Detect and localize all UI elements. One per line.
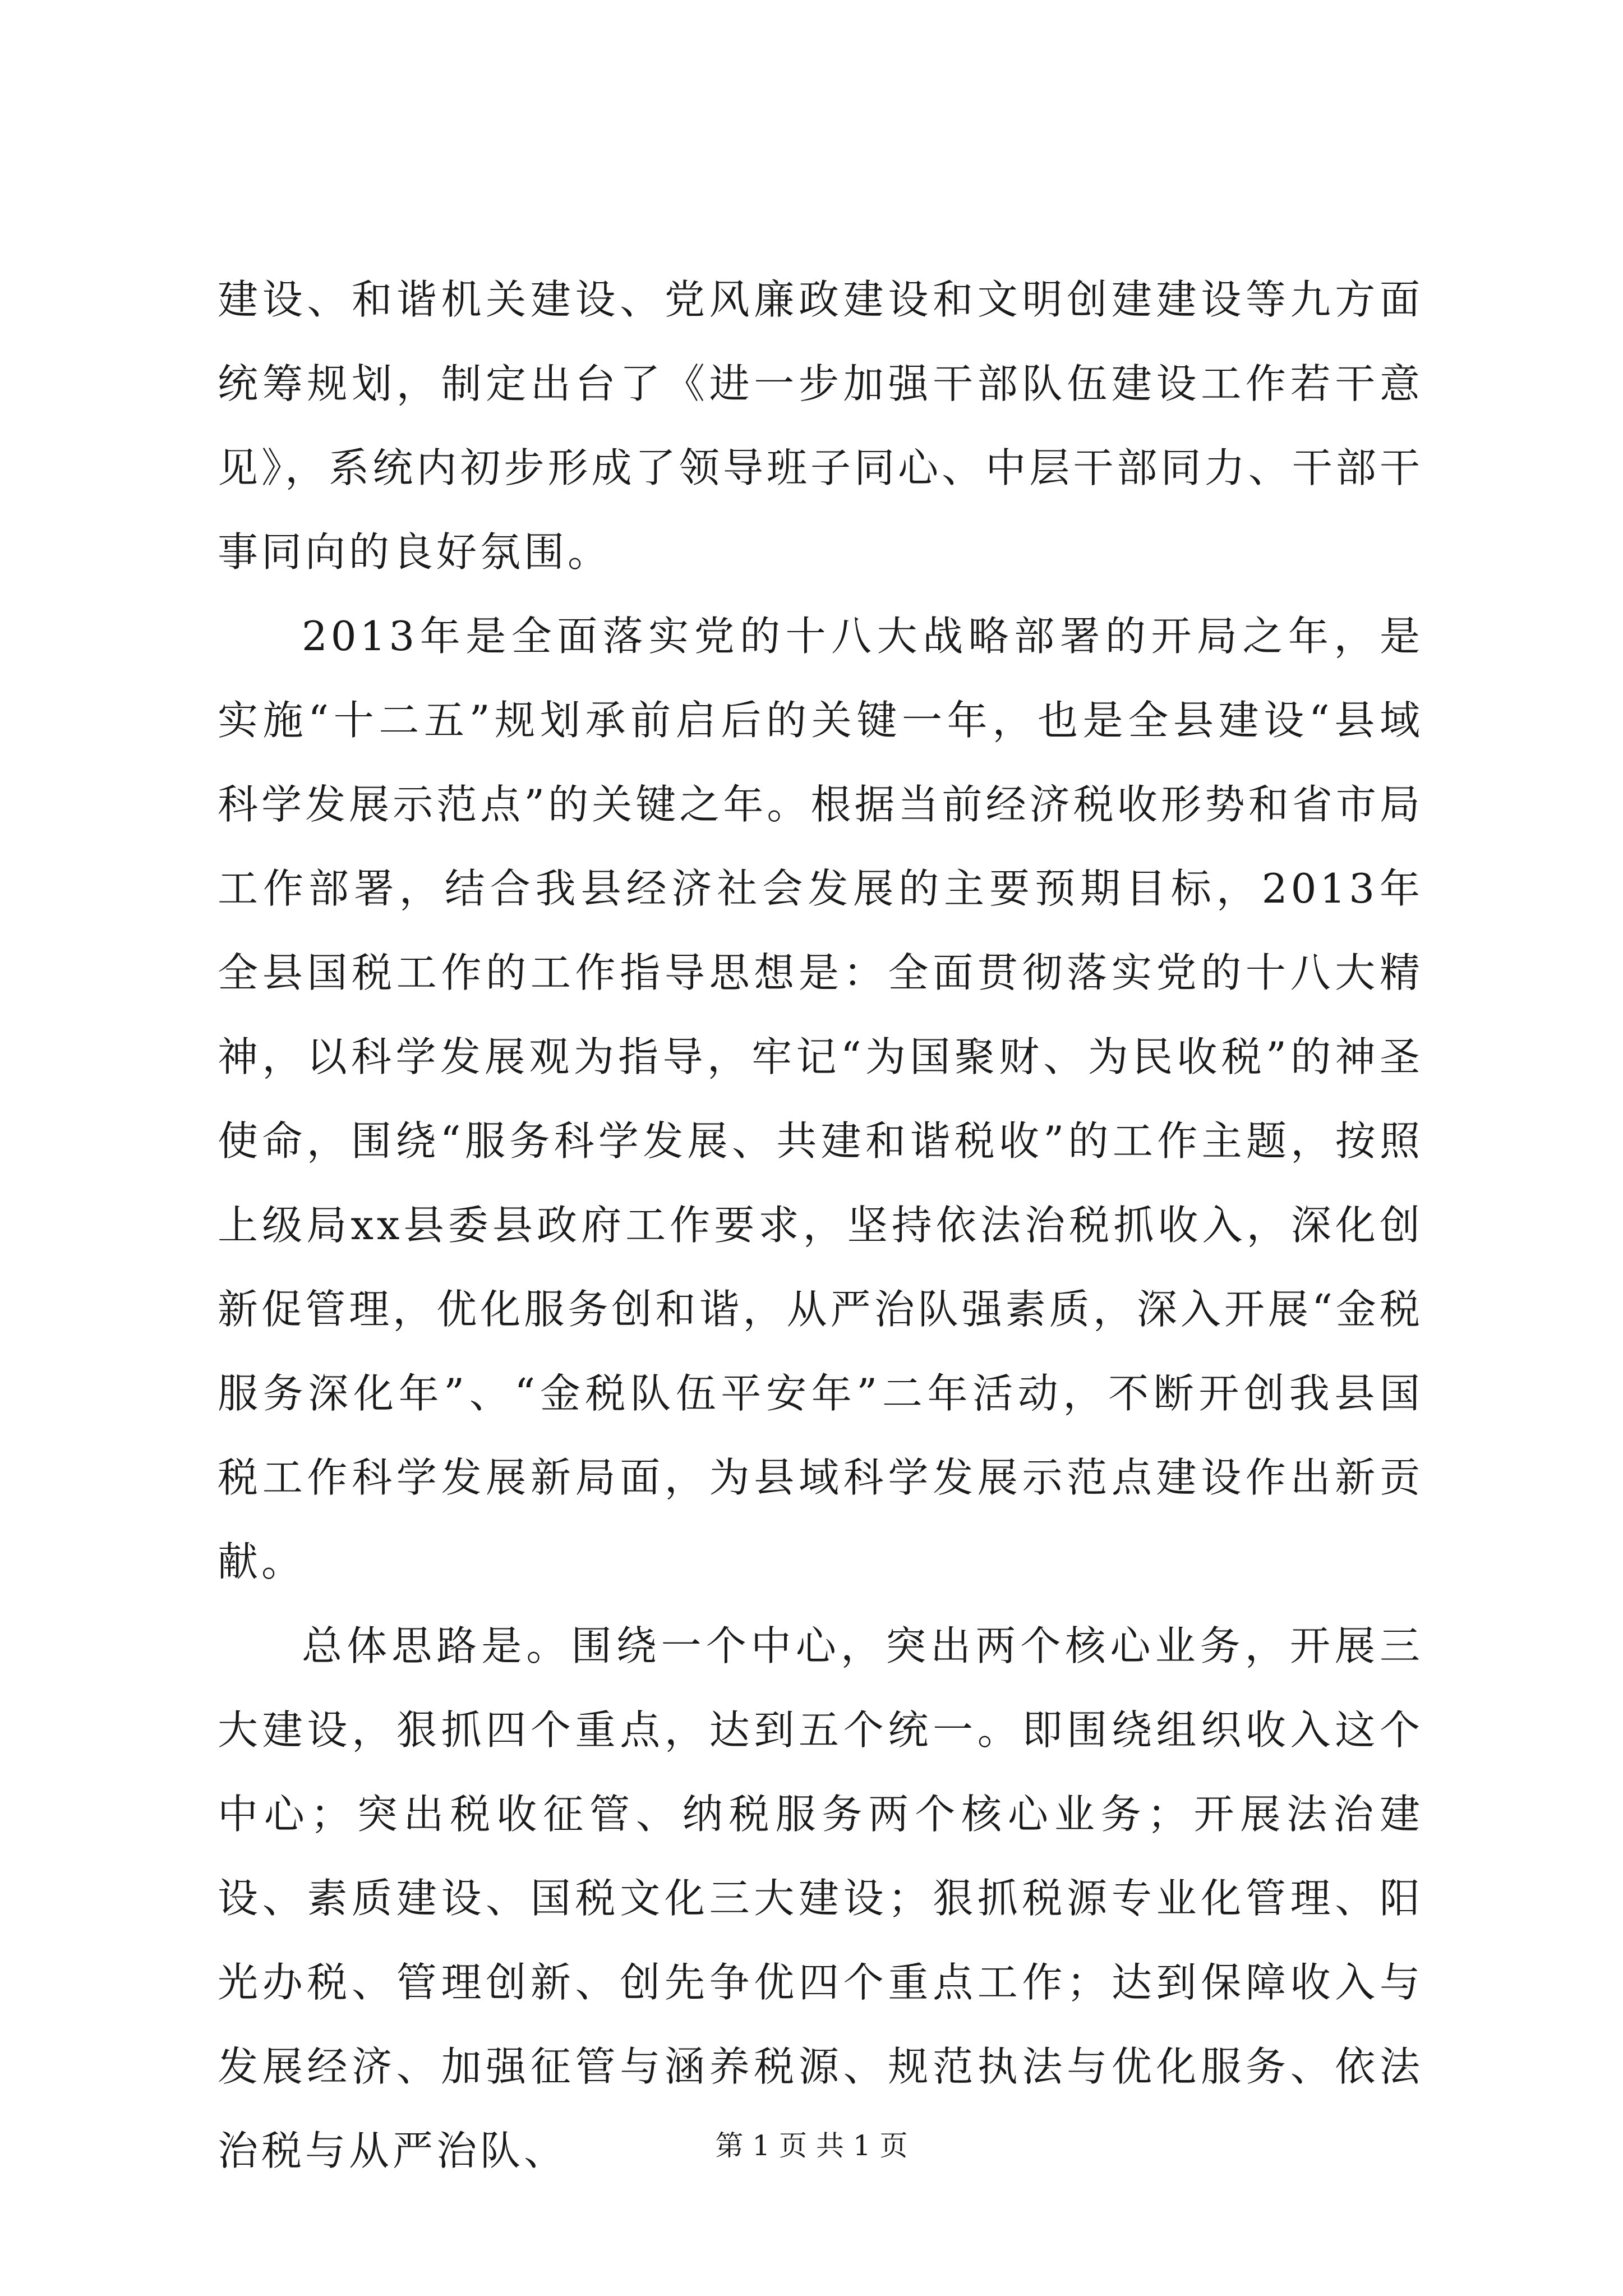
- paragraph-1: 建设、和谐机关建设、党风廉政建设和文明创建建设等九方面统筹规划，制定出台了《进一步加强干部队伍建设工作若干意见》，系统内初步形成了领导班子同心、中层干部同力、干部干事同向的良好氛围。: [218, 276, 1423, 576]
- paragraph-3: 总体思路是。围绕一个中心，突出两个核心业务，开展三大建设，狠抓四个重点，达到五个统一。即围绕组织收入这个中心；突出税收征管、纳税服务两个核心业务；开展法治建设、素质建设、国税文化三大建设；狠抓税源专业化管理、阳光办税、管理创新、创先争优四个重点工作；达到保障收入与发展经济、加强征管与涵养税源、规范执法与优化服务、依法治税与从严治队、: [218, 1622, 1423, 2174]
- paragraph-2: 2013年是全面落实党的十八大战略部署的开局之年，是实施“十二五”规划承前启后的关键一年，也是全县建设“县域科学发展示范点”的关键之年。根据当前经济税收形势和省市局工作部署，结合我县经济社会发展的主要预期目标，2013年全县国税工作的工作指导思想是：全面贯彻落实党的十八大精神，以科学发展观为指导，牢记“为国聚财、为民收税”的神圣使命，围绕“服务科学发展、共建和谐税收”的工作主题，按照上级局xx县委县政府工作要求，坚持依法治税抓收入，深化创新促管理，优化服务创和谐，从严治队强素质，深入开展“金税服务深化年”、“金税队伍平安年”二年活动，不断开创我县国税工作科学发展新局面，为县域科学发展示范点建设作出新贡献。: [218, 613, 1423, 1585]
- document-body: [218, 257, 1423, 2193]
- page-footer: 第 1 页 共 1 页: [715, 2129, 908, 2162]
